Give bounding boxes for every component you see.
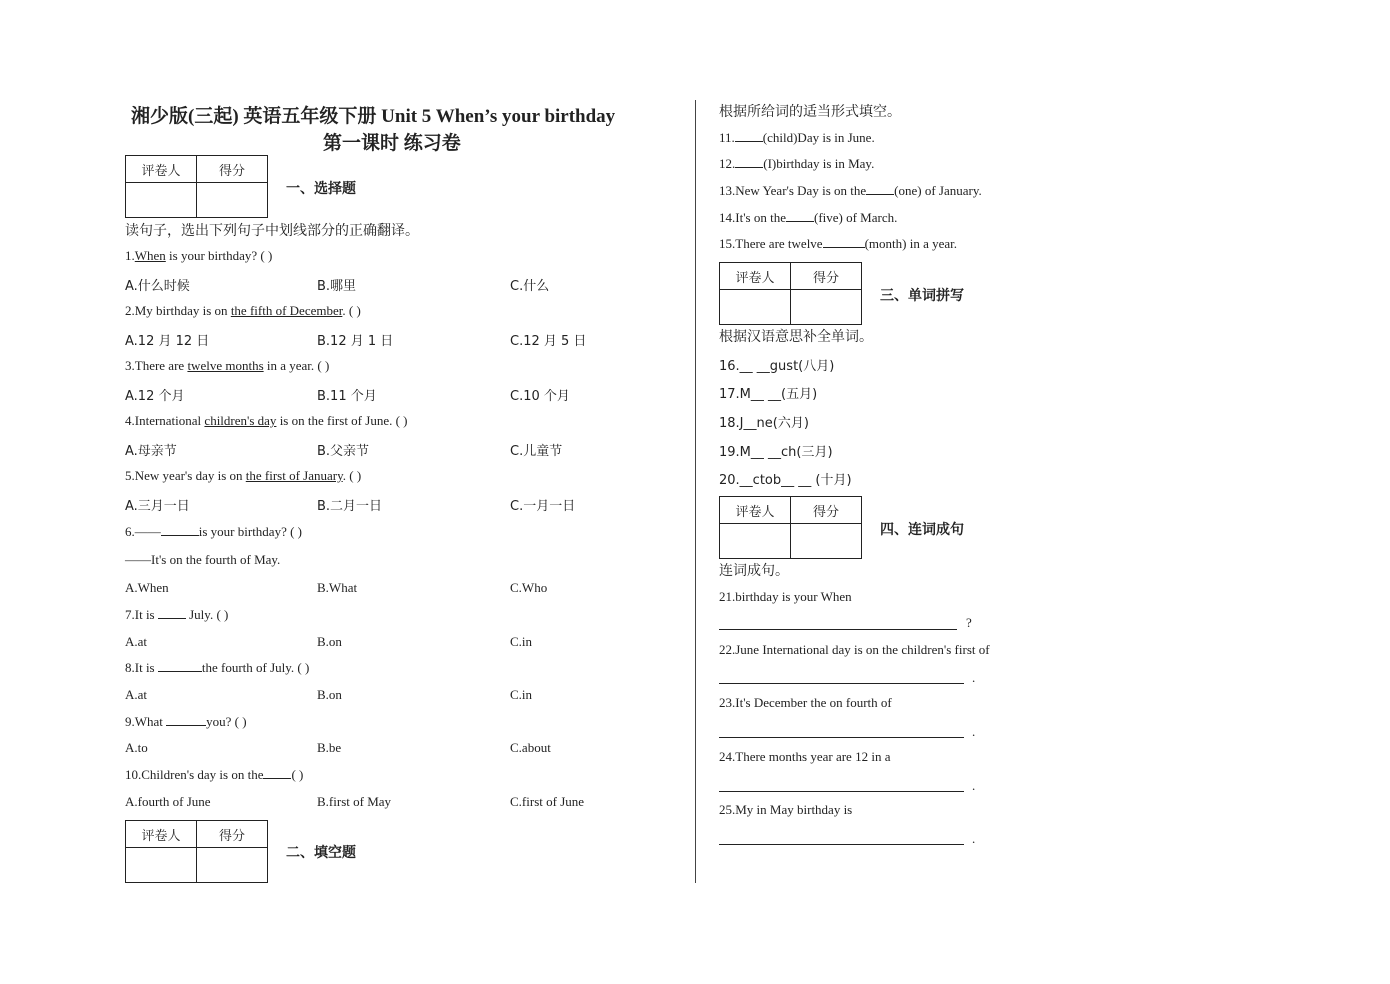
score-table-3 xyxy=(719,262,862,325)
question-16: 16.__ __gust(八月) xyxy=(719,359,835,374)
grader-cell[interactable] xyxy=(126,183,197,218)
question-4: 4.International children's day is on the first of June. ( ) xyxy=(125,413,408,428)
instruction-1: 读句子，选出下列句子中划线部分的正确翻译。 xyxy=(125,223,419,239)
q7-option-c[interactable]: C.in xyxy=(510,634,533,649)
question-17: 17.M__ __(五月) xyxy=(719,387,818,402)
page-title-line1: 湘少版(三起) 英语五年级下册 Unit 5 When’s your birthday xyxy=(131,106,616,127)
question-9: 9.What you? ( ) xyxy=(125,714,247,729)
q3-option-b[interactable]: B.11 个月 xyxy=(317,389,377,404)
q24-answer-line[interactable] xyxy=(719,791,964,792)
q23-end-mark: . xyxy=(972,724,976,739)
q6-option-b[interactable]: B.What xyxy=(317,580,358,595)
section-heading-4: 四、连词成句 xyxy=(880,522,964,538)
score-cell[interactable] xyxy=(197,848,268,883)
score-label: 得分 xyxy=(197,821,268,848)
q13-blank[interactable] xyxy=(866,183,894,195)
q8-option-a[interactable]: A.at xyxy=(125,687,148,702)
q22-answer-line[interactable] xyxy=(719,683,964,684)
score-cell[interactable] xyxy=(197,183,268,218)
section-heading-3: 三、单词拼写 xyxy=(880,288,964,304)
question-19: 19.M__ __ch(三月) xyxy=(719,445,833,460)
q5-option-b[interactable]: B.二月一日 xyxy=(317,499,383,514)
question-22: 22.June International day is on the children's first of xyxy=(719,642,990,657)
question-11: 11. (child)Day is in June. xyxy=(719,130,875,145)
score-label: 得分 xyxy=(197,156,268,183)
q10-blank[interactable] xyxy=(263,767,291,779)
q6-option-c[interactable]: C.Who xyxy=(510,580,548,595)
question-10: 10.Children's day is on the ( ) xyxy=(125,767,304,782)
q24-end-mark: . xyxy=(972,778,976,793)
section-heading-1: 一、选择题 xyxy=(286,181,356,197)
question-3: 3.There are twelve months in a year. ( ) xyxy=(125,358,330,373)
q9-blank[interactable] xyxy=(166,714,206,726)
q15-blank[interactable] xyxy=(823,236,865,248)
q22-end-mark: . xyxy=(972,670,976,685)
question-12: 12. (I)birthday is in May. xyxy=(719,156,875,171)
question-24: 24.There months year are 12 in a xyxy=(719,749,891,764)
q2-option-b[interactable]: B.12 月 1 日 xyxy=(317,334,394,349)
q12-blank[interactable] xyxy=(735,156,763,168)
column-divider xyxy=(695,100,696,883)
question-23: 23.It's December the on fourth of xyxy=(719,695,892,710)
q23-answer-line[interactable] xyxy=(719,737,964,738)
q10-option-c[interactable]: C.first of June xyxy=(510,794,585,809)
page-title-line2: 第一课时 练习卷 xyxy=(323,133,461,154)
question-7: 7.It is July. ( ) xyxy=(125,607,229,622)
q4-option-a[interactable]: A.母亲节 xyxy=(125,444,177,459)
q4-option-c[interactable]: C.儿童节 xyxy=(510,444,563,459)
q1-option-c[interactable]: C.什么 xyxy=(510,279,550,294)
q1-option-b[interactable]: B.哪里 xyxy=(317,279,357,294)
score-table-1 xyxy=(125,155,268,218)
question-1: 1.When is your birthday? ( ) xyxy=(125,248,273,263)
q8-option-c[interactable]: C.in xyxy=(510,687,533,702)
q7-option-b[interactable]: B.on xyxy=(317,634,342,649)
q10-option-b[interactable]: B.first of May xyxy=(317,794,392,809)
q25-end-mark: . xyxy=(972,831,976,846)
score-cell[interactable] xyxy=(791,290,862,325)
section-heading-2: 二、填空题 xyxy=(286,845,356,861)
grader-label: 评卷人 xyxy=(126,821,197,848)
question-21: 21.birthday is your When xyxy=(719,589,852,604)
question-13: 13.New Year's Day is on the (one) of January. xyxy=(719,183,982,198)
instruction-2: 根据所给词的适当形式填空。 xyxy=(719,104,901,120)
q9-option-b[interactable]: B.be xyxy=(317,740,342,755)
question-20: 20.__ctob__ __ (十月) xyxy=(719,473,852,488)
grader-cell[interactable] xyxy=(720,524,791,559)
q10-option-a[interactable]: A.fourth of June xyxy=(125,794,211,809)
q7-option-a[interactable]: A.at xyxy=(125,634,148,649)
q3-option-a[interactable]: A.12 个月 xyxy=(125,389,185,404)
q3-option-c[interactable]: C.10 个月 xyxy=(510,389,570,404)
instruction-4: 连词成句。 xyxy=(719,563,789,579)
grader-cell[interactable] xyxy=(720,290,791,325)
q1-option-a[interactable]: A.什么时候 xyxy=(125,279,190,294)
q21-answer-line[interactable] xyxy=(719,629,957,630)
score-label: 得分 xyxy=(791,263,862,290)
score-label: 得分 xyxy=(791,497,862,524)
q6-option-a[interactable]: A.When xyxy=(125,580,169,595)
q5-option-a[interactable]: A.三月一日 xyxy=(125,499,190,514)
q5-option-c[interactable]: C.一月一日 xyxy=(510,499,576,514)
score-table-2 xyxy=(125,820,268,883)
grader-label: 评卷人 xyxy=(126,156,197,183)
q4-option-b[interactable]: B.父亲节 xyxy=(317,444,370,459)
question-18: 18.J__ne(六月) xyxy=(719,416,809,431)
question-15: 15.There are twelve (month) in a year. xyxy=(719,236,958,251)
q14-blank[interactable] xyxy=(786,210,814,222)
q11-blank[interactable] xyxy=(735,130,763,142)
q6-blank[interactable] xyxy=(161,524,199,536)
q21-end-mark: ? xyxy=(966,615,972,630)
score-table-4 xyxy=(719,496,862,559)
grader-label: 评卷人 xyxy=(720,497,791,524)
q2-option-c[interactable]: C.12 月 5 日 xyxy=(510,334,587,349)
question-6: 6.—— is your birthday? ( ) xyxy=(125,524,303,539)
grader-cell[interactable] xyxy=(126,848,197,883)
q9-option-c[interactable]: C.about xyxy=(510,740,551,755)
question-8: 8.It is the fourth of July. ( ) xyxy=(125,660,310,675)
q8-blank[interactable] xyxy=(158,660,202,672)
score-cell[interactable] xyxy=(791,524,862,559)
q25-answer-line[interactable] xyxy=(719,844,964,845)
instruction-3: 根据汉语意思补全单词。 xyxy=(719,329,873,345)
question-6-reply: ——It's on the fourth of May. xyxy=(125,552,281,567)
grader-label: 评卷人 xyxy=(720,263,791,290)
question-14: 14.It's on the (five) of March. xyxy=(719,210,898,225)
q7-blank[interactable] xyxy=(158,607,186,619)
q9-option-a[interactable]: A.to xyxy=(125,740,148,755)
q8-option-b[interactable]: B.on xyxy=(317,687,342,702)
question-5: 5.New year's day is on the first of January. ( ) xyxy=(125,468,362,483)
question-2: 2.My birthday is on the fifth of December. ( ) xyxy=(125,303,361,318)
q2-option-a[interactable]: A.12 月 12 日 xyxy=(125,334,210,349)
question-25: 25.My in May birthday is xyxy=(719,802,853,817)
